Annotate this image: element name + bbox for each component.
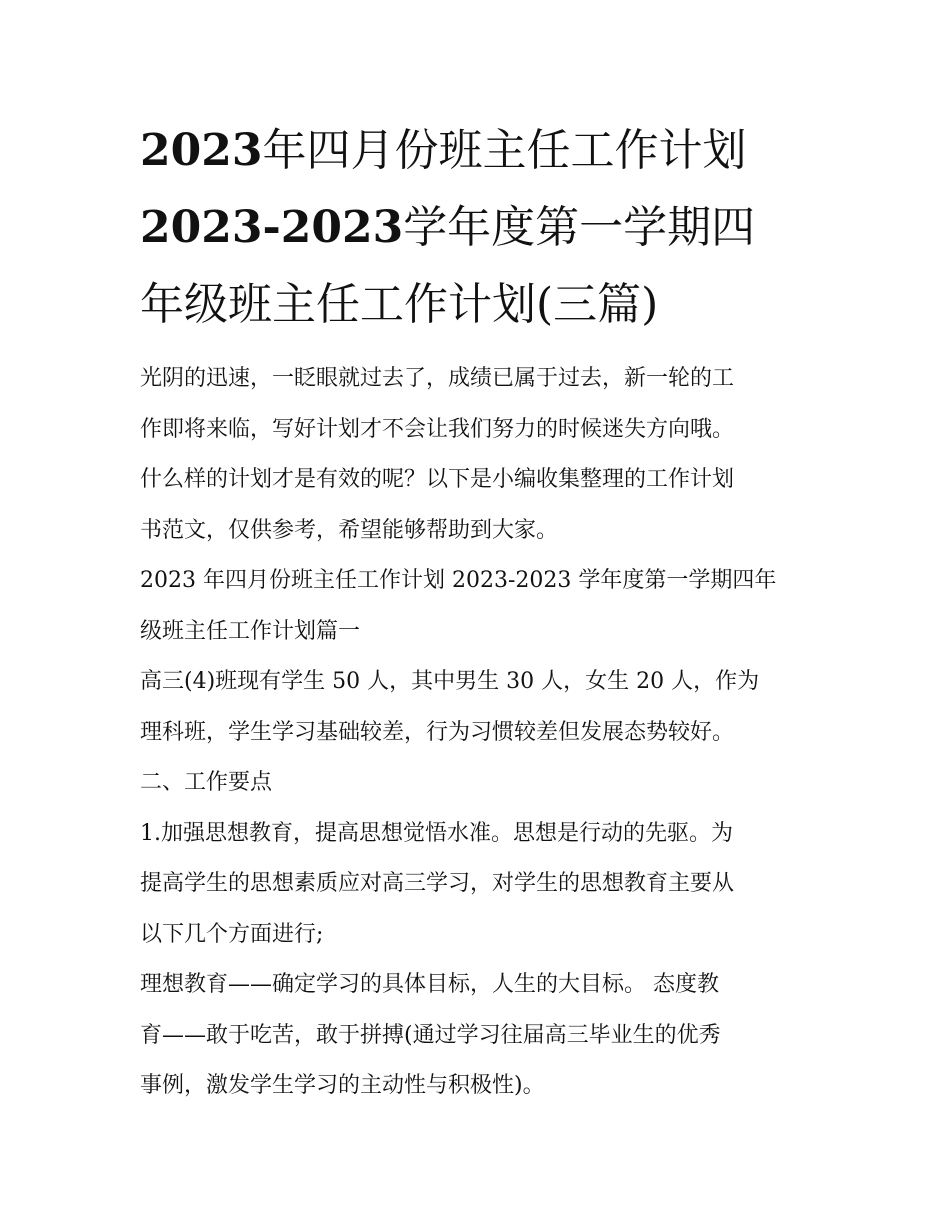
body-line: 育——敢于吃苦，敢于拼搏(通过学习往届高三毕业生的优秀 xyxy=(140,1022,721,1048)
title-number: 2023 xyxy=(140,125,263,176)
body-line: 什么样的计划才是有效的呢？以下是小编收集整理的工作计划 xyxy=(140,467,735,492)
title-line-3 xyxy=(140,266,820,343)
body-line: 理想教育——确定学习的具体目标，人生的大目标。 态度教 xyxy=(140,972,719,997)
section-heading: 二、工作要点 xyxy=(140,770,273,795)
body-line: 作即将来临，写好计划才不会让我们努力的时候迷失方向哦。 xyxy=(140,416,735,442)
title-text: 年四月份班主任工作计划 xyxy=(262,125,747,176)
body-line: 以下几个方面进行; xyxy=(140,921,324,947)
body-line: 级班主任工作计划篇一 xyxy=(140,618,361,644)
body-line: 高三(4)班现有学生 50 人，其中男生 30 人，女生 20 人，作为 xyxy=(140,669,760,694)
body-line: 1.加强思想教育，提高思想觉悟水准。思想是行动的先驱。为 xyxy=(140,820,733,846)
body-line: 书范文，仅供参考，希望能够帮助到大家。 xyxy=(140,517,559,543)
body-line: 事例，激发学生学习的主动性与积极性)。 xyxy=(140,1073,545,1098)
document-title xyxy=(140,112,820,343)
title-number: 2023-2023 xyxy=(140,202,404,253)
title-line-2 xyxy=(140,189,820,266)
document-body xyxy=(140,354,820,1112)
title-text: 年级班主任工作计划(三篇) xyxy=(140,279,659,330)
body-line: 提高学生的思想素质应对高三学习，对学生的思想教育主要从 xyxy=(140,871,735,896)
title-line-1 xyxy=(140,112,820,189)
body-line: 光阴的迅速，一眨眼就过去了，成绩已属于过去，新一轮的工 xyxy=(140,366,735,391)
body-line: 2023 年四月份班主任工作计划 2023-2023 学年度第一学期四年 xyxy=(140,568,777,593)
body-line: 理科班，学生学习基础较差，行为习惯较差但发展态势较好。 xyxy=(140,719,735,745)
title-text: 学年度第一学期四 xyxy=(403,202,756,253)
